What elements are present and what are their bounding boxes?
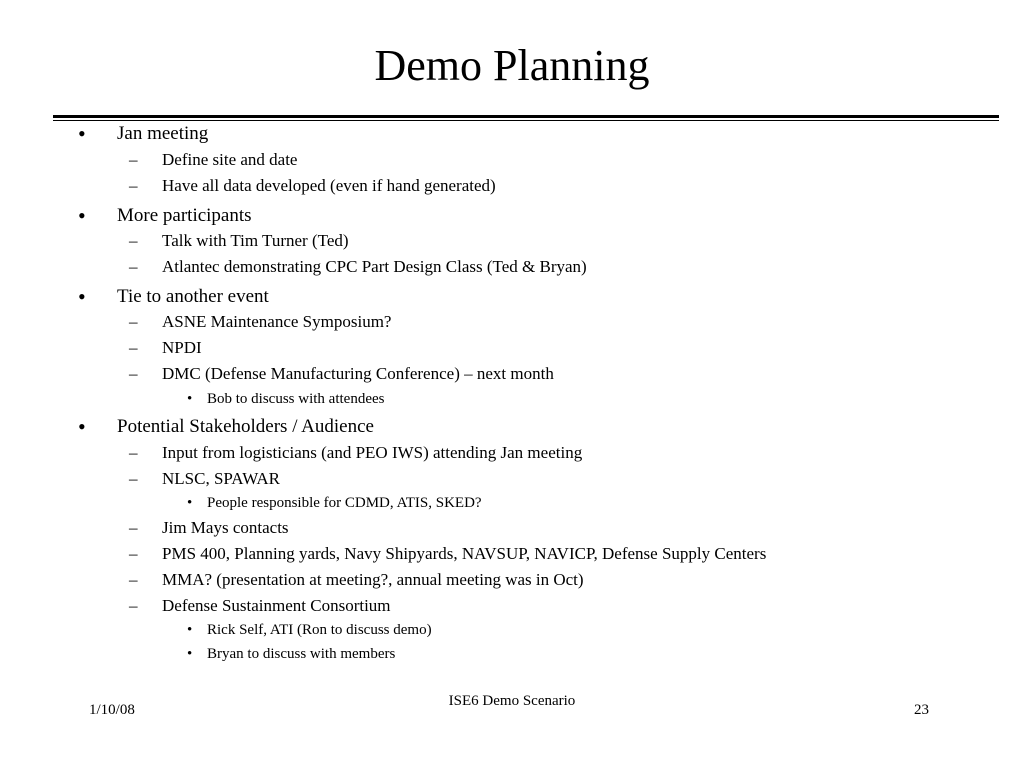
dash-marker: – (129, 338, 138, 357)
dash-marker: – (129, 257, 138, 276)
list-item-text: PMS 400, Planning yards, Navy Shipyards, NAVSUP, NAVICP, Defense Supply Centers (162, 544, 767, 563)
list-item-text: Defense Sustainment Consortium (162, 596, 391, 615)
list-item-text: Jan meeting (117, 123, 209, 144)
title-divider-thin (53, 120, 999, 121)
bullet-marker: • (78, 414, 86, 439)
list-item-text: Have all data developed (even if hand generated) (162, 176, 496, 195)
sub-bullet-marker: • (187, 622, 193, 638)
title-divider-thick (53, 115, 999, 118)
list-item-text: MMA? (presentation at meeting?, annual meeting was in Oct) (162, 570, 584, 589)
list-item-text: Potential Stakeholders / Audience (117, 416, 374, 437)
dash-marker: – (129, 443, 138, 462)
bullet-marker: • (78, 203, 86, 228)
dash-marker: – (129, 364, 138, 383)
list-item-text: NPDI (162, 338, 202, 357)
dash-marker: – (129, 518, 138, 537)
list-item-text: DMC (Defense Manufacturing Conference) – next month (162, 364, 554, 383)
sub-bullet-marker: • (187, 646, 193, 662)
bullet-marker: • (78, 284, 86, 309)
dash-marker: – (129, 596, 138, 615)
list-item-text: More participants (117, 205, 252, 226)
list-item-text: Bryan to discuss with members (207, 646, 396, 662)
dash-marker: – (129, 176, 138, 195)
page-number: 23 (914, 702, 929, 718)
dash-marker: – (129, 469, 138, 488)
dash-marker: – (129, 150, 138, 169)
list-item-text: Input from logisticians (and PEO IWS) attending Jan meeting (162, 443, 583, 462)
list-item-text: Tie to another event (117, 286, 269, 307)
sub-bullet-marker: • (187, 495, 193, 511)
slide-title: Demo Planning (374, 41, 650, 90)
bullet-marker: • (78, 121, 86, 146)
dash-marker: – (129, 312, 138, 331)
list-item-text: Jim Mays contacts (162, 518, 289, 537)
dash-marker: – (129, 570, 138, 589)
footer-title: ISE6 Demo Scenario (448, 693, 576, 709)
sub-bullet-marker: • (187, 391, 193, 407)
list-item-text: NLSC, SPAWAR (162, 469, 280, 488)
list-item-text: ASNE Maintenance Symposium? (162, 312, 392, 331)
dash-marker: – (129, 544, 138, 563)
list-item-text: Atlantec demonstrating CPC Part Design Class (Ted & Bryan) (162, 257, 587, 276)
footer-date: 1/10/08 (89, 702, 135, 718)
list-item-text: People responsible for CDMD, ATIS, SKED? (207, 495, 482, 511)
list-item-text: Define site and date (162, 150, 298, 169)
list-item-text: Bob to discuss with attendees (207, 391, 385, 407)
dash-marker: – (129, 231, 138, 250)
list-item-text: Talk with Tim Turner (Ted) (162, 231, 349, 250)
list-item-text: Rick Self, ATI (Ron to discuss demo) (207, 622, 432, 638)
